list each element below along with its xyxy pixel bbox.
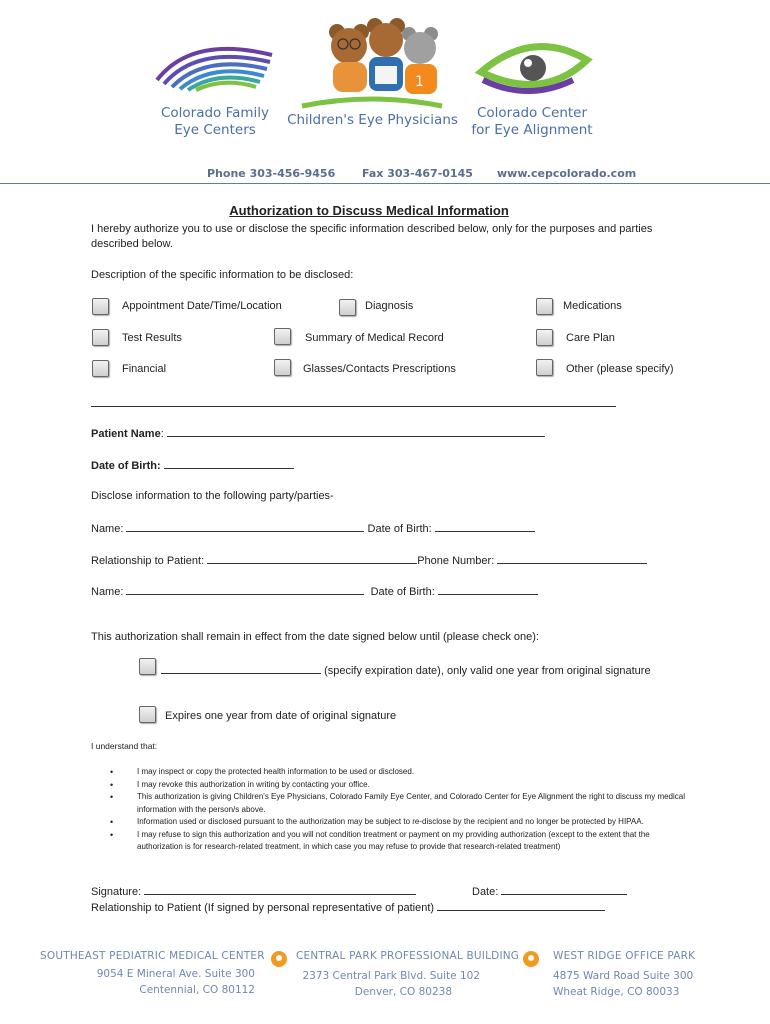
test-results-checkbox[interactable] xyxy=(92,329,109,346)
party-1-dob-label: Date of Birth: xyxy=(367,523,432,535)
care-plan-checkbox[interactable] xyxy=(536,329,553,346)
patient-dob-field[interactable] xyxy=(164,458,294,469)
logo-2-line-1: Children's Eye Physicians xyxy=(287,112,458,128)
location-3-address-2: Wheat Ridge, CO 80033 xyxy=(553,986,680,998)
form-title: Authorization to Discuss Medical Information xyxy=(229,203,509,218)
diagnosis-label: Diagnosis xyxy=(365,300,414,312)
other-label: Other (please specify) xyxy=(566,363,674,375)
financial-label: Financial xyxy=(122,363,167,375)
patient-dob-row xyxy=(91,458,294,472)
summary-record-checkbox[interactable] xyxy=(274,328,291,345)
party-2-row xyxy=(91,584,538,598)
relationship-label: Relationship to Patient: xyxy=(91,555,205,567)
diagnosis-checkbox[interactable] xyxy=(339,299,356,316)
other-specify-line[interactable] xyxy=(91,406,616,407)
date-field[interactable] xyxy=(501,884,627,895)
expiration-option-label: (specify expiration date), only valid one year from original signature xyxy=(324,665,651,677)
list-item: • Information used or disclosed pursuant to the authorization may be subject to re-disclose by the recipient and no longer be protected by HIPAA. xyxy=(110,816,690,829)
pin-icon xyxy=(270,950,288,968)
header xyxy=(0,0,770,190)
summary-record-label: Summary of Medical Record xyxy=(305,332,444,344)
medications-label: Medications xyxy=(563,300,622,312)
fax-number: Fax 303-467-0145 xyxy=(362,167,473,180)
list-item: • I may revoke this authorization in writing by contacting your office. xyxy=(110,779,690,792)
list-item: • This authorization is giving Children's Eye Physicians, Colorado Family Eye Center, and Colorado Center for Eye Alignment the right to discuss my medical information with the person/s above. xyxy=(110,791,690,816)
description-label: Description of the specific information to be disclosed: xyxy=(91,269,354,281)
pin-icon xyxy=(522,950,540,968)
svg-text:1: 1 xyxy=(415,74,424,90)
expiration-row xyxy=(161,663,651,677)
eye-swoosh-icon xyxy=(152,40,277,100)
location-2-address-1: 2373 Central Park Blvd. Suite 102 xyxy=(302,970,480,982)
colorado-family-eye-centers-logo xyxy=(150,40,280,140)
glasses-rx-checkbox[interactable] xyxy=(274,359,291,376)
header-divider xyxy=(0,183,770,184)
care-plan-label: Care Plan xyxy=(566,332,615,344)
location-2-address-2: Denver, CO 80238 xyxy=(354,986,452,998)
party-1-row xyxy=(91,521,535,535)
party-1-name-field[interactable] xyxy=(126,521,364,532)
test-results-label: Test Results xyxy=(122,332,182,344)
date-label: Date: xyxy=(472,886,499,898)
teddy-bears-icon xyxy=(297,14,447,109)
medications-checkbox[interactable] xyxy=(536,298,553,315)
expiration-date-checkbox[interactable] xyxy=(139,658,156,675)
patient-dob-label: Date of Birth: xyxy=(91,460,161,472)
patient-name-field[interactable] xyxy=(167,426,545,437)
understanding-list xyxy=(110,766,690,854)
signature-field[interactable] xyxy=(144,884,416,895)
patient-name-row: Patient Name: xyxy=(91,426,545,440)
intro-text: I hereby authorize you to use or disclose the specific information described below, only for the purposes and parties described below. xyxy=(91,223,653,250)
rep-label: Relationship to Patient (If signed by personal representative of patient) xyxy=(91,902,435,914)
website-link[interactable]: www.cepcolorado.com xyxy=(497,167,637,180)
signature-row xyxy=(91,884,416,898)
relationship-row xyxy=(91,553,647,567)
location-3-address-1: 4875 Ward Road Suite 300 xyxy=(553,970,694,982)
financial-checkbox[interactable] xyxy=(92,360,109,377)
glasses-rx-label: Glasses/Contacts Prescriptions xyxy=(303,363,456,375)
phone-number: Phone 303-456-9456 xyxy=(207,167,336,180)
appointment-label: Appointment Date/Time/Location xyxy=(122,300,282,312)
logo-1-line-1: Colorado Family xyxy=(160,105,270,121)
signature-label: Signature: xyxy=(91,886,142,898)
expires-option-label: Expires one year from date of original signature xyxy=(165,710,397,722)
party-2-name-field[interactable] xyxy=(126,584,364,595)
list-item: • I may inspect or copy the protected health information to be used or disclosed. xyxy=(110,766,690,779)
colorado-center-eye-alignment-logo xyxy=(468,40,598,140)
eye-icon xyxy=(473,40,593,100)
childrens-eye-physicians-logo xyxy=(285,14,460,134)
patient-name-label: Patient Name xyxy=(91,428,161,440)
location-1-address-1: 9054 E Mineral Ave. Suite 300 xyxy=(96,968,255,980)
date-row xyxy=(472,884,627,898)
party-2-dob-label: Date of Birth: xyxy=(370,586,435,598)
other-checkbox[interactable] xyxy=(536,359,553,376)
logo-3-line-2: for Eye Alignment xyxy=(471,122,593,138)
footer xyxy=(0,950,770,1020)
list-item: • I may refuse to sign this authorization and you will not condition treatment or payment on my providing authorization (except to the extent that the authorization is for research-related treatment, in which case you may refuse to provide that research-related treatment) xyxy=(110,829,690,854)
duration-text: This authorization shall remain in effect from the date signed below until (please check one): xyxy=(91,631,539,643)
phone-label: Phone Number: xyxy=(417,555,495,567)
relationship-field[interactable] xyxy=(207,553,417,564)
rep-field[interactable] xyxy=(437,900,605,911)
location-2-name: CENTRAL PARK PROFESSIONAL BUILDING xyxy=(296,950,520,962)
party-1-dob-field[interactable] xyxy=(435,521,535,532)
disclose-label: Disclose information to the following party/parties- xyxy=(91,490,334,502)
understand-label: I understand that: xyxy=(91,741,158,751)
expires-one-year-checkbox[interactable] xyxy=(139,706,156,723)
rep-row xyxy=(91,900,605,914)
location-1-address-2: Centennial, CO 80112 xyxy=(139,984,255,996)
logo-3-line-1: Colorado Center xyxy=(476,105,588,121)
party-2-dob-field[interactable] xyxy=(438,584,538,595)
expiration-date-field[interactable] xyxy=(161,663,321,674)
location-3-name: WEST RIDGE OFFICE PARK xyxy=(553,950,696,962)
phone-field[interactable] xyxy=(497,553,647,564)
logo-1-line-2: Eye Centers xyxy=(174,122,256,138)
appointment-checkbox[interactable] xyxy=(92,298,109,315)
location-1-name: SOUTHEAST PEDIATRIC MEDICAL CENTER xyxy=(40,950,265,962)
party-2-name-label: Name: xyxy=(91,586,124,598)
footer-location-1 xyxy=(40,950,265,998)
party-1-name-label: Name: xyxy=(91,523,124,535)
